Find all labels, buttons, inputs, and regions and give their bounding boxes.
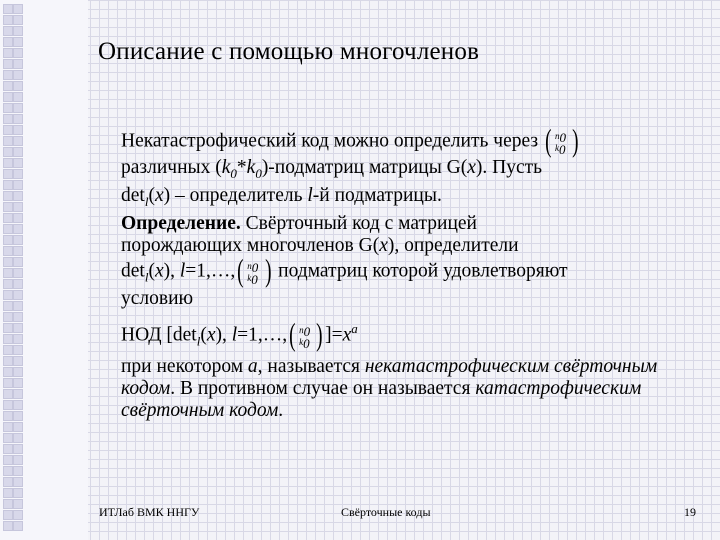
decorative-square (3, 488, 13, 498)
decorative-square (3, 279, 13, 289)
decorative-square (3, 345, 13, 355)
decorative-square (13, 26, 23, 36)
decorative-squares (3, 4, 21, 534)
decorative-square (3, 114, 13, 124)
gcd-condition: НОД [$\det_l(x)$, l=1,…, ( $n_0$ $k_0$ ) ]$=x^a$ (121, 316, 358, 353)
decorative-square (3, 334, 13, 344)
decorative-square (13, 246, 23, 256)
decorative-square (13, 367, 23, 377)
decorative-square (13, 323, 23, 333)
decorative-square (3, 235, 13, 245)
decorative-square (3, 191, 13, 201)
decorative-square (13, 466, 23, 476)
decorative-square (13, 224, 23, 234)
decorative-square (3, 180, 13, 190)
decorative-square (3, 411, 13, 421)
left-decorative-strip (0, 0, 88, 540)
decorative-square (3, 125, 13, 135)
decorative-square (13, 37, 23, 47)
decorative-square (3, 323, 13, 333)
decorative-square (3, 103, 13, 113)
decorative-square (3, 466, 13, 476)
decorative-square (13, 389, 23, 399)
decorative-square (3, 70, 13, 80)
decorative-square (3, 400, 13, 410)
decorative-square (3, 59, 13, 69)
decorative-square (13, 158, 23, 168)
decorative-square (3, 422, 13, 432)
decorative-square (13, 81, 23, 91)
page-number: 19 (684, 505, 696, 519)
decorative-square (13, 279, 23, 289)
decorative-square (3, 356, 13, 366)
decorative-square (13, 444, 23, 454)
decorative-square (13, 356, 23, 366)
binomial-n0-k0: ( $n_0$ $k_0$ ) (237, 252, 272, 288)
decorative-square (3, 48, 13, 58)
decorative-square (13, 70, 23, 80)
footer-topic: Свёрточные коды (341, 505, 431, 519)
decorative-square (3, 202, 13, 212)
decorative-square (13, 213, 23, 223)
decorative-square (3, 26, 13, 36)
paragraph-definition: Определение. Свёрточный код с матрицей порождающих многочленов G(x), определители $\det_l(x)$, l=1,…, ( $n_0$ $k_0$ ) подматриц которой удовлетворяют условию (121, 213, 568, 310)
decorative-square (13, 257, 23, 267)
decorative-square (3, 81, 13, 91)
decorative-square (13, 301, 23, 311)
decorative-square (13, 455, 23, 465)
decorative-square (3, 213, 13, 223)
decorative-square (13, 92, 23, 102)
decorative-square (13, 103, 23, 113)
decorative-square (3, 169, 13, 179)
decorative-square (3, 147, 13, 157)
decorative-square (13, 378, 23, 388)
decorative-square (3, 290, 13, 300)
decorative-square (3, 301, 13, 311)
decorative-square (13, 4, 23, 14)
decorative-square (13, 169, 23, 179)
decorative-square (13, 290, 23, 300)
decorative-square (3, 367, 13, 377)
decorative-square (13, 334, 23, 344)
decorative-square (13, 312, 23, 322)
decorative-square (3, 312, 13, 322)
decorative-square (3, 136, 13, 146)
decorative-square (13, 400, 23, 410)
decorative-square (3, 224, 13, 234)
decorative-square (13, 411, 23, 421)
decorative-square (3, 92, 13, 102)
decorative-square (3, 4, 13, 14)
decorative-square (13, 268, 23, 278)
decorative-square (13, 521, 23, 531)
decorative-square (3, 378, 13, 388)
decorative-square (3, 499, 13, 509)
decorative-square (13, 488, 23, 498)
binomial-n0-k0: ( $n_0$ $k_0$ ) (545, 122, 579, 158)
decorative-square (3, 268, 13, 278)
decorative-square (13, 422, 23, 432)
footer-organization: ИТЛаб ВМК ННГУ (99, 505, 200, 519)
decorative-square (13, 125, 23, 135)
definition-label: Определение. (121, 213, 241, 234)
decorative-square (13, 499, 23, 509)
decorative-square (3, 521, 13, 531)
decorative-square (3, 455, 13, 465)
decorative-square (13, 114, 23, 124)
decorative-square (13, 202, 23, 212)
decorative-square (13, 191, 23, 201)
decorative-square (13, 15, 23, 25)
binomial-n0-k0: ( $n_0$ $k_0$ ) (289, 316, 324, 353)
decorative-square (13, 433, 23, 443)
paragraph-intro: Некатастрофический код можно определить через ( $n_0$ $k_0$ ) различных $(k_0*k_0)$-подматриц матрицы G(x). Пусть $\det_l(x)$ – определитель l-й подматрицы. (121, 122, 579, 209)
text: Некатастрофический код можно определить через (121, 130, 543, 152)
decorative-square (13, 147, 23, 157)
decorative-square (3, 37, 13, 47)
decorative-square (3, 158, 13, 168)
decorative-square (3, 477, 13, 487)
decorative-square (13, 477, 23, 487)
decorative-square (3, 257, 13, 267)
decorative-square (13, 136, 23, 146)
paragraph-conclusion: при некотором a, называется некатастрофическим свёрточным кодом. В противном случае он называется катастрофическим свёрточным кодом. (121, 356, 658, 421)
decorative-square (13, 59, 23, 69)
decorative-square (13, 235, 23, 245)
slide-title: Описание с помощью многочленов (98, 38, 480, 65)
decorative-square (13, 180, 23, 190)
decorative-square (13, 345, 23, 355)
decorative-square (3, 433, 13, 443)
decorative-square (3, 444, 13, 454)
decorative-square (13, 48, 23, 58)
decorative-square (3, 510, 13, 520)
decorative-square (3, 246, 13, 256)
decorative-square (3, 389, 13, 399)
decorative-square (3, 15, 13, 25)
decorative-square (13, 510, 23, 520)
